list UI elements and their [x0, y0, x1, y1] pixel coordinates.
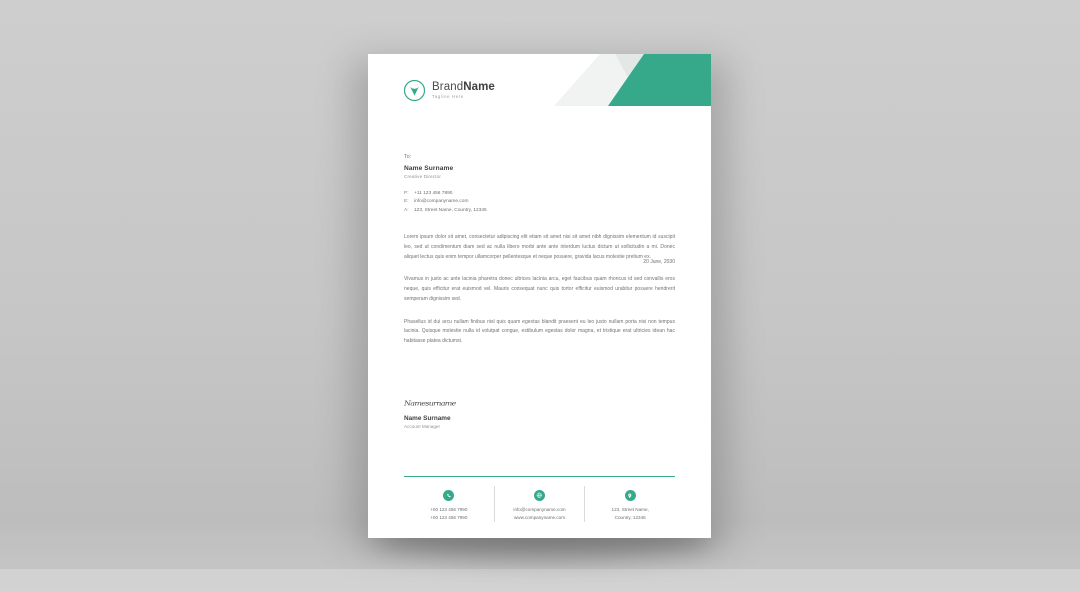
contact-key: A: [404, 207, 409, 213]
brand-tagline: Tagline Here [432, 94, 464, 100]
letter-paragraph: Vivamus in justo ac ante lacinia pharetra donec ultrices lacinia arcu, eget faucibus quam rhoncus id sed convallis eros neque, quis efficitur erat euismod vel. Mauris consequat nunc quis tortor efficitur euismod urabitur posuere hendrerit semperam dignissim sed. [404, 276, 675, 302]
contact-row [404, 190, 675, 198]
footer-column-web [494, 486, 586, 522]
footer-line: +00 123 456 7890 [430, 515, 468, 521]
location-pin-icon [625, 490, 636, 501]
to-label: To: [404, 154, 412, 160]
contact-row [404, 198, 675, 206]
signature-script: Namesurname [404, 399, 456, 407]
globe-icon [534, 490, 545, 501]
letter-body [404, 154, 675, 352]
contact-value: info@companyname.com [414, 199, 469, 205]
background-floor [0, 569, 1080, 591]
letterhead-page [368, 54, 711, 538]
recipient-contact-list [404, 190, 675, 215]
brand-logo [404, 80, 495, 101]
signature-role: Account Manager [404, 424, 441, 429]
contact-row [404, 207, 675, 215]
footer-line: 123, Street Name, [611, 507, 649, 512]
footer [404, 486, 675, 522]
footer-column-phone [404, 486, 494, 522]
signature-block [404, 398, 456, 429]
brand-name: BrandName [432, 80, 495, 93]
contact-value: 123, Street Name, Country, 12345 [414, 207, 487, 213]
contact-value: +11 123 456 7890 [414, 191, 453, 196]
footer-line: info@companyname.com [513, 507, 566, 512]
letter-paragraph: Phasellus id dui arcu nullam finibus nisl quis quam egestas blandit praesent eu leo justo nullam porta nisi non tempus lacinia. Quisque molestie nulla id volutpat congue, estibulum egestas dolor magna, et tristique erat ultricies idean hac habitasse platea dictumst. [404, 318, 675, 345]
letter-date: 20 June, 2030 [643, 259, 675, 265]
signature-name: Name Surname [404, 415, 451, 422]
footer-line: +00 123 456 7890 [430, 507, 468, 512]
letter-paragraph: Lorem ipsum dolor sit amet, consectetur adipiscing elit etiam sit amet nisi sit amet nibh dignissim elementum id suscipit leo, sed ut condimentum diam sed ac nulla libero morbi ante ante interdum luctus dictum ut sollicitudin a mi. Donec aliquet lectus quis enim tempor ullamcorper pellentesque et neque posuere, gravida lacus molestie pretium ex. [404, 234, 675, 260]
footer-line: www.companyname.com [513, 515, 566, 521]
leaf-mark-icon [404, 80, 425, 101]
phone-icon [443, 490, 454, 501]
recipient-role: Creative Director [404, 174, 442, 179]
recipient-name: Name Surname [404, 165, 454, 172]
footer-column-address [585, 486, 675, 522]
footer-line: Country, 12345 [614, 515, 646, 521]
footer-divider [404, 476, 675, 477]
contact-key: P: [404, 191, 409, 196]
contact-key: E: [404, 199, 409, 205]
